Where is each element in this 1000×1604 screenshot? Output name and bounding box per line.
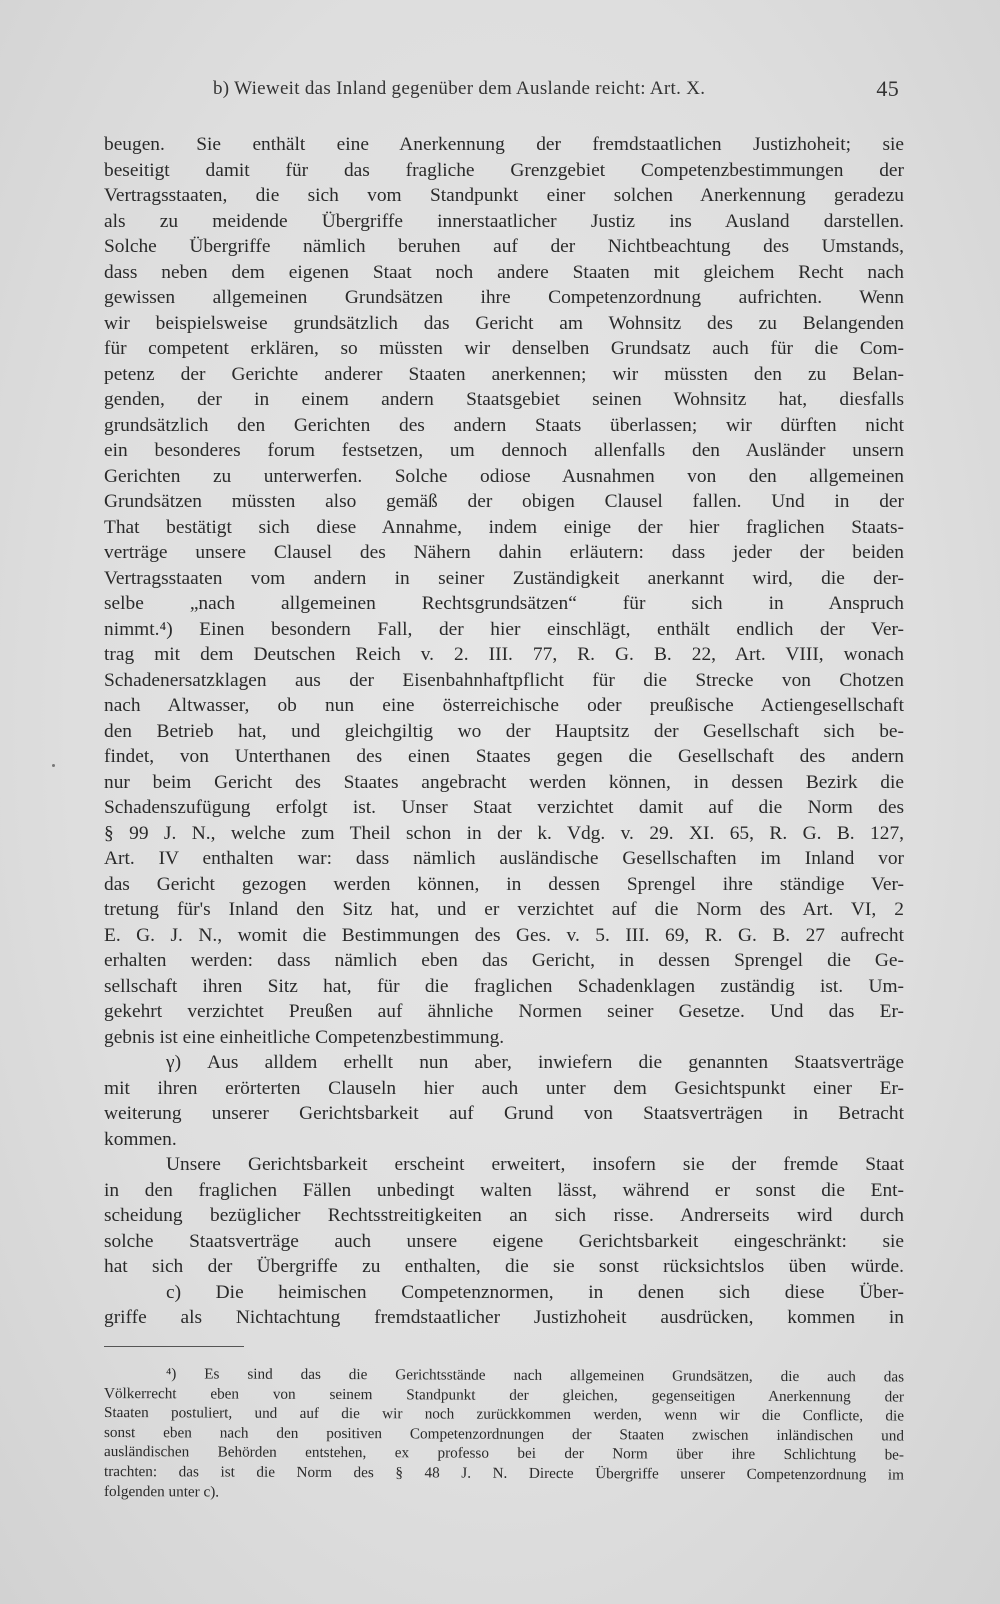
footnote-line: folgenden unter c). — [103, 1482, 220, 1501]
footnote-divider — [104, 1346, 244, 1347]
body-line: Schadenersatzklagen aus der Eisenbahnhaftpflicht für die Strecke von Chotzen — [104, 669, 904, 691]
footnote-line: Staaten postuliert, und auf die wir noch zurückkommen werden, wenn wir die Conflicte, die — [103, 1404, 905, 1425]
body-line: solche Staatsverträge auch unsere eigene Gerichtsbarkeit eingeschränkt: sie — [104, 1230, 904, 1252]
footnote-line: trachten: das ist die Norm des § 48 J. N. Directe Übergriffe unserer Competenzordnung im — [103, 1462, 905, 1484]
body-line: mit ihren erörterten Clauseln hier auch unter dem Gesichtspunkt einer Er- — [104, 1077, 904, 1099]
body-line: gekehrt verzichtet Preußen auf ähnliche Normen seiner Gesetze. Und das Er- — [104, 1001, 904, 1022]
body-line: That bestätigt sich diese Annahme, indem einige der hier fraglichen Staats- — [104, 516, 904, 538]
body-line: hat sich der Übergriffe zu enthalten, die sie sonst rücksichtslos üben würde. — [104, 1256, 904, 1277]
body-line: findet, von Unterthanen des einen Staates gegen die Gesellschaft des andern — [104, 746, 904, 767]
body-line: Grundsätzen müssten also gemäß der obigen Clausel fallen. Und in der — [104, 491, 904, 512]
body-line: E. G. J. N., womit die Bestimmungen des Ges. v. 5. III. 69, R. G. B. 27 aufrecht — [104, 924, 904, 946]
body-line: nach Altwasser, ob nun eine österreichische oder preußische Actiengesellschaft — [104, 695, 904, 716]
body-line: in den fraglichen Fällen unbedingt walten lässt, während er sonst die Ent- — [104, 1179, 904, 1201]
body-line: Unsere Gerichtsbarkeit erscheint erweitert, insofern sie der fremde Staat — [166, 1154, 904, 1175]
footnote-line: ⁴) Es sind das die Gerichtsstände nach allgemeinen Grundsätzen, die auch das — [165, 1365, 905, 1386]
body-line: das Gericht gezogen werden können, in dessen Sprengel ihre ständige Ver- — [104, 873, 904, 895]
body-line: verträge unsere Clausel des Nähern dahin erläutern: dass jeder der beiden — [104, 542, 904, 563]
footnote — [104, 1364, 904, 1501]
body-line: nur beim Gericht des Staates angebracht werden können, in dessen Bezirk die — [104, 771, 904, 793]
body-line: Solche Übergriffe nämlich beruhen auf der Nichtbeachtung des Umstands, — [104, 236, 904, 257]
paper-speck — [52, 764, 55, 767]
body-line: für competent erklären, so müssten wir denselben Grundsatz auch für die Com- — [104, 338, 904, 359]
body-line: genden, der in einem andern Staatsgebiet seinen Wohnsitz hat, diesfalls — [104, 389, 904, 410]
body-line: sellschaft ihren Sitz hat, für die fraglichen Schadenklagen zuständig ist. Um- — [104, 975, 904, 997]
footnote-line: ausländischen Behörden entstehen, ex professo bei der Norm über ihre Schlichtung be- — [103, 1443, 905, 1464]
body-line: grundsätzlich den Gerichten des andern Staats überlassen; wir dürften nicht — [104, 414, 904, 436]
body-line: c) Die heimischen Competenznormen, in denen sich diese Über- — [166, 1281, 904, 1303]
body-line: petenz der Gerichte anderer Staaten anerkennen; wir müssten den zu Belan- — [104, 363, 904, 385]
body-line: nimmt.⁴) Einen besondern Fall, der hier einschlägt, enthält endlich der Ver- — [104, 618, 904, 640]
body-line: tretung für's Inland den Sitz hat, und er verzichtet auf die Norm des Art. VI, 2 — [104, 899, 904, 920]
page-header — [213, 78, 903, 100]
footnote-line: Völkerrecht eben von seinem Standpunkt der gleichen, gegenseitigen Anerkennung der — [103, 1384, 905, 1406]
body-line: weiterung unserer Gerichtsbarkeit auf Grund von Staatsverträgen in Betracht — [104, 1103, 904, 1124]
body-line: erhalten werden: dass nämlich eben das Gericht, in dessen Sprengel die Ge- — [104, 950, 904, 971]
body-line: ein besonderes forum festsetzen, um dennoch allenfalls den Ausländer unsern — [104, 440, 904, 461]
body-line: trag mit dem Deutschen Reich v. 2. III. 77, R. G. B. 22, Art. VIII, wonach — [104, 644, 904, 665]
body-line: kommen. — [104, 1128, 177, 1150]
body-line: beugen. Sie enthält eine Anerkennung der fremdstaatlichen Justizhoheit; sie — [104, 134, 904, 155]
body-line: scheidung bezüglicher Rechtsstreitigkeiten an sich risse. Andrerseits wird durch — [104, 1205, 904, 1226]
page-number: 45 — [876, 76, 899, 101]
body-line: den Betrieb hat, und gleichgiltig wo der Hauptsitz der Gesellschaft sich be- — [104, 720, 904, 742]
body-line: Gerichten zu unterwerfen. Solche odiose Ausnahmen von den allgemeinen — [104, 465, 904, 487]
body-line: gewissen allgemeinen Grundsätzen ihre Competenzordnung aufrichten. Wenn — [104, 287, 904, 308]
body-line: Art. IV enthalten war: dass nämlich ausländische Gesellschaften im Inland vor — [104, 848, 904, 869]
body-line: Schadenszufügung erfolgt ist. Unser Staat verzichtet damit auf die Norm des — [104, 797, 904, 818]
body-line: wir beispielsweise grundsätzlich das Gericht am Wohnsitz des zu Belangenden — [104, 312, 904, 334]
body-line: Vertragsstaaten vom andern in seiner Zuständigkeit anerkannt wird, die der- — [104, 567, 904, 589]
footnote-line: sonst eben nach den positiven Competenzordnungen der Staaten zwischen inländischen und — [103, 1423, 905, 1445]
body-line: griffe als Nichtachtung fremdstaatlicher Justizhoheit ausdrücken, kommen in — [104, 1307, 904, 1328]
body-line: selbe „nach allgemeinen Rechtsgrundsätzen“ für sich in Anspruch — [104, 593, 904, 614]
body-line: γ) Aus alldem erhellt nun aber, inwiefern die genannten Staatsverträge — [166, 1052, 904, 1073]
body-line: als zu meidende Übergriffe innerstaatlicher Justiz ins Ausland darstellen. — [104, 210, 904, 232]
body-text — [104, 132, 904, 1331]
body-line: Vertragsstaaten, die sich vom Standpunkt einer solchen Anerkennung geradezu — [104, 185, 904, 206]
body-line: gebnis ist eine einheitliche Competenzbestimmung. — [104, 1026, 505, 1048]
running-title: b) Wieweit das Inland gegenüber dem Auslande reicht: Art. X. — [213, 78, 706, 99]
body-line: dass neben dem eigenen Staat noch andere Staaten mit gleichem Recht nach — [104, 261, 904, 283]
body-line: § 99 J. N., welche zum Theil schon in der k. Vdg. v. 29. XI. 65, R. G. B. 127, — [104, 822, 904, 844]
body-line: beseitigt damit für das fragliche Grenzgebiet Competenzbestimmungen der — [104, 159, 904, 181]
